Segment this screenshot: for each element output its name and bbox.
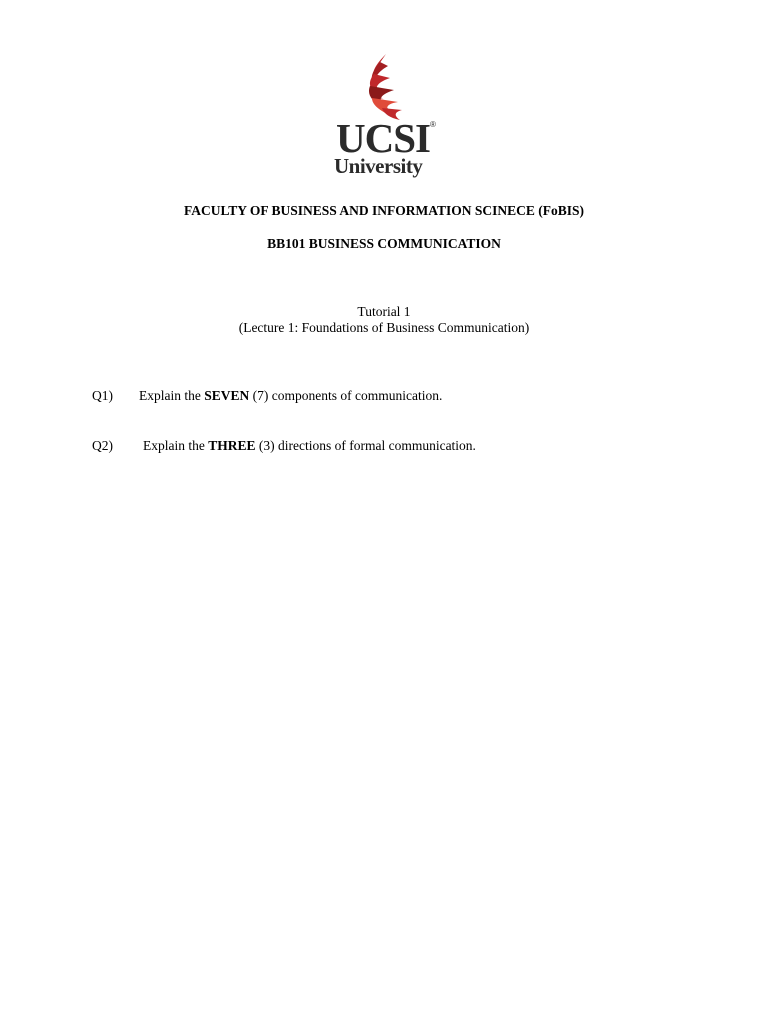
logo-subtitle: University [334, 154, 423, 178]
registered-mark: ® [430, 120, 436, 129]
question-number: Q2) [92, 438, 113, 453]
question-2 [92, 438, 476, 454]
question-suffix: (7) components of communication. [249, 388, 443, 403]
tutorial-title: Tutorial 1 [357, 304, 411, 319]
question-suffix: (3) directions of formal communication. [255, 438, 476, 453]
faculty-heading: FACULTY OF BUSINESS AND INFORMATION SCINECE (FoBIS) [183, 203, 585, 218]
question-emphasis: SEVEN [204, 388, 250, 403]
course-heading: BB101 BUSINESS COMMUNICATION [267, 236, 501, 251]
logo-wordmark: UCSI [336, 115, 430, 161]
question-prefix: Explain the [139, 388, 205, 403]
question-number: Q1) [92, 388, 113, 403]
question-prefix: Explain the [143, 438, 209, 453]
question-emphasis: THREE [208, 438, 256, 453]
flame-icon [330, 52, 440, 122]
question-1 [92, 388, 442, 404]
lecture-subtitle: (Lecture 1: Foundations of Business Communication) [238, 320, 530, 335]
ucsi-logo [330, 52, 440, 182]
